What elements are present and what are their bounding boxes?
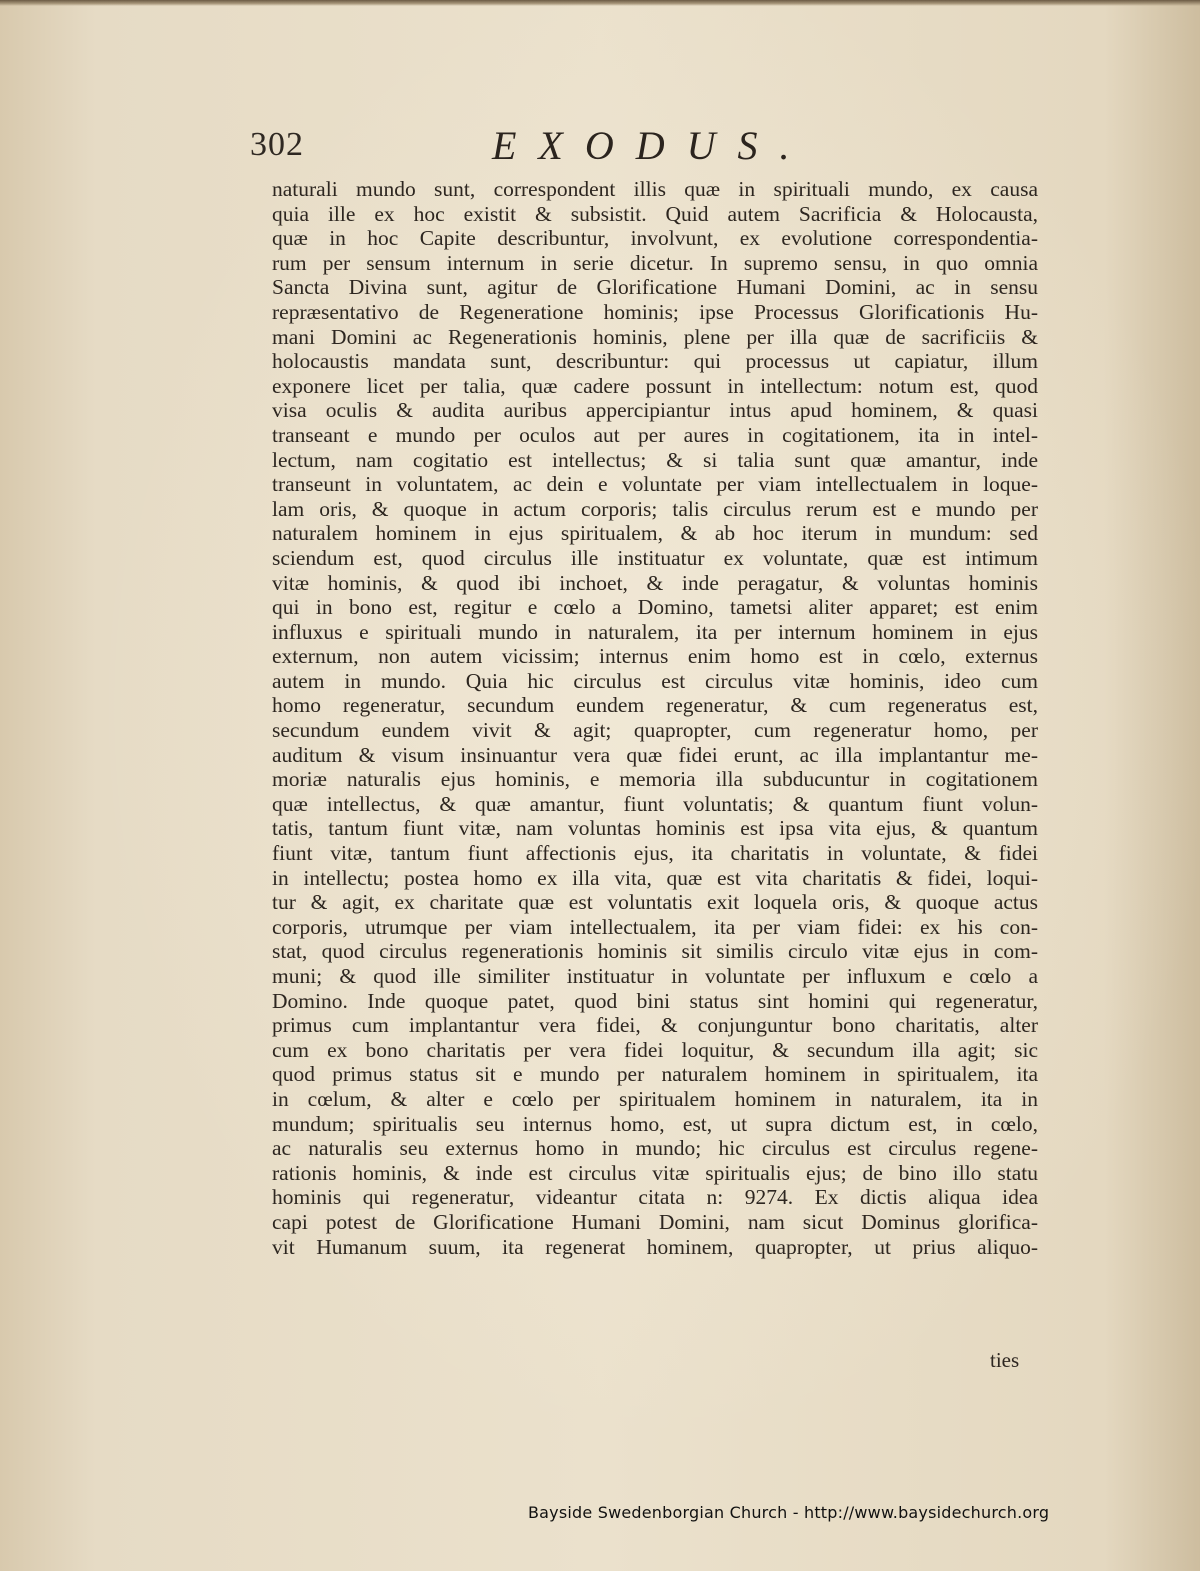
text-line: holocaustis mandata sunt, describuntur: qui processus ut capiatur, illum (272, 349, 1038, 374)
text-line: tur & agit, ex charitate quæ est voluntatis exit loquela oris, & quoque actus (272, 890, 1038, 915)
text-line: sciendum est, quod circulus ille instituatur ex voluntate, quæ est intimum (272, 545, 1038, 570)
text-line: fiunt vitæ, tantum fiunt affectionis ejus, ita charitatis in voluntate, & fidei (272, 841, 1038, 866)
text-line: tatis, tantum fiunt vitæ, nam voluntas hominis est ipsa vita ejus, & quantum (272, 816, 1038, 841)
text-line: muni; & quod ille similiter instituatur in voluntate per influxum e cœlo a (272, 964, 1038, 988)
text-line: hominis qui regeneratur, videantur citata n: 9274. Ex dictis aliqua idea (272, 1185, 1038, 1210)
text-line: mundum; spiritualis seu internus homo, est, ut supra dictum est, in cœlo, (272, 1111, 1038, 1136)
text-line: transeant e mundo per oculos aut per aures in cogitationem, ita in intel- (272, 422, 1038, 447)
text-line: secundum eundem vivit & agit; quapropter, cum regeneratur homo, per (272, 718, 1038, 743)
text-line: mani Domini ac Regenerationis hominis, plene per illa quæ de sacrificiis & (272, 324, 1038, 349)
body-text (272, 177, 1038, 1259)
text-line: qui in bono est, regitur e cœlo a Domino, tametsi aliter apparet; est enim (272, 595, 1038, 620)
text-line: quæ intellectus, & quæ amantur, fiunt voluntatis; & quantum fiunt volun- (272, 791, 1038, 816)
text-line: Sancta Divina sunt, agitur de Glorificatione Humani Domini, ac in sensu (272, 275, 1038, 300)
text-line: vit Humanum suum, ita regenerat hominem, quapropter, ut prius aliquo- (272, 1234, 1038, 1259)
text-line: quæ in hoc Capite describuntur, involvunt, ex evolutione correspondentia- (272, 226, 1038, 251)
text-line: lectum, nam cogitatio est intellectus; & si talia sunt quæ amantur, inde (272, 447, 1038, 472)
text-line: autem in mundo. Quia hic circulus est circulus vitæ hominis, ideo cum (272, 668, 1038, 693)
text-line: quod primus status sit e mundo per naturalem hominem in spiritualem, ita (272, 1062, 1038, 1087)
text-line: stat, quod circulus regenerationis hominis sit similis circulo vitæ ejus in com- (272, 939, 1038, 964)
text-line: vitæ hominis, & quod ibi inchoet, & inde peragatur, & voluntas hominis (272, 570, 1038, 595)
text-line: primus cum implantantur vera fidei, & conjunguntur bono charitatis, alter (272, 1013, 1038, 1038)
text-line: capi potest de Glorificatione Humani Domini, nam sicut Dominus glorifica- (272, 1209, 1038, 1234)
text-line: visa oculis & audita auribus appercipiantur intus apud hominem, & quasi (272, 398, 1038, 423)
page-number: 302 (250, 126, 304, 163)
text-line: repræsentativo de Regeneratione hominis; ipse Processus Glorificationis Hu- (272, 299, 1038, 324)
text-line: influxus e spirituali mundo in naturalem, ita per internum hominem in ejus (272, 619, 1038, 644)
text-line: lam oris, & quoque in actum corporis; talis circulus rerum est e mundo per (272, 496, 1038, 521)
text-line: corporis, utrumque per viam intellectualem, ita per viam fidei: ex his con- (272, 914, 1038, 939)
text-line: naturalem hominem in ejus spiritualem, & ab hoc iterum in mundum: sed (272, 521, 1038, 546)
text-line: moriæ naturalis ejus hominis, e memoria illa subducuntur in cogitationem (272, 767, 1038, 792)
footer-credit: Bayside Swedenborgian Church - http://www.baysidechurch.org (528, 1503, 1050, 1522)
text-line: cum ex bono charitatis per vera fidei loquitur, & secundum illa agit; sic (272, 1037, 1038, 1062)
text-line: Domino. Inde quoque patet, quod bini status sint homini qui regeneratur, (272, 988, 1038, 1013)
text-line: externum, non autem vicissim; internus enim homo est in cœlo, externus (272, 644, 1038, 669)
page-top-edge (0, 0, 1200, 6)
text-line: ac naturalis seu externus homo in mundo; hic circulus est circulus regene- (272, 1136, 1038, 1161)
text-line: rationis hominis, & inde est circulus vitæ spiritualis ejus; de bino illo statu (272, 1160, 1038, 1185)
text-line: exponere licet per talia, quæ cadere possunt in intellectum: notum est, quod (272, 373, 1038, 398)
text-line: homo regeneratur, secundum eundem regeneratur, & cum regeneratus est, (272, 693, 1038, 718)
text-line: naturali mundo sunt, correspondent illis quæ in spirituali mundo, ex causa (272, 177, 1038, 201)
text-line: rum per sensum internum in serie dicetur. In supremo sensu, in quo omnia (272, 250, 1038, 275)
text-line: auditum & visum insinuantur vera quæ fidei erunt, ac illa implantantur me- (272, 742, 1038, 767)
page-header (250, 122, 950, 172)
text-line: quia ille ex hoc existit & subsistit. Quid autem Sacrificia & Holocausta, (272, 201, 1038, 226)
catchword: ties (990, 1348, 1020, 1372)
text-line: transeunt in voluntatem, ac dein e voluntate per viam intellectualem in loque- (272, 472, 1038, 497)
running-title: EXODUS. (492, 123, 812, 168)
text-line: in cœlum, & alter e cœlo per spiritualem hominem in naturalem, ita in (272, 1086, 1038, 1111)
text-line: in intellectu; postea homo ex illa vita, quæ est vita charitatis & fidei, loqui- (272, 865, 1038, 890)
